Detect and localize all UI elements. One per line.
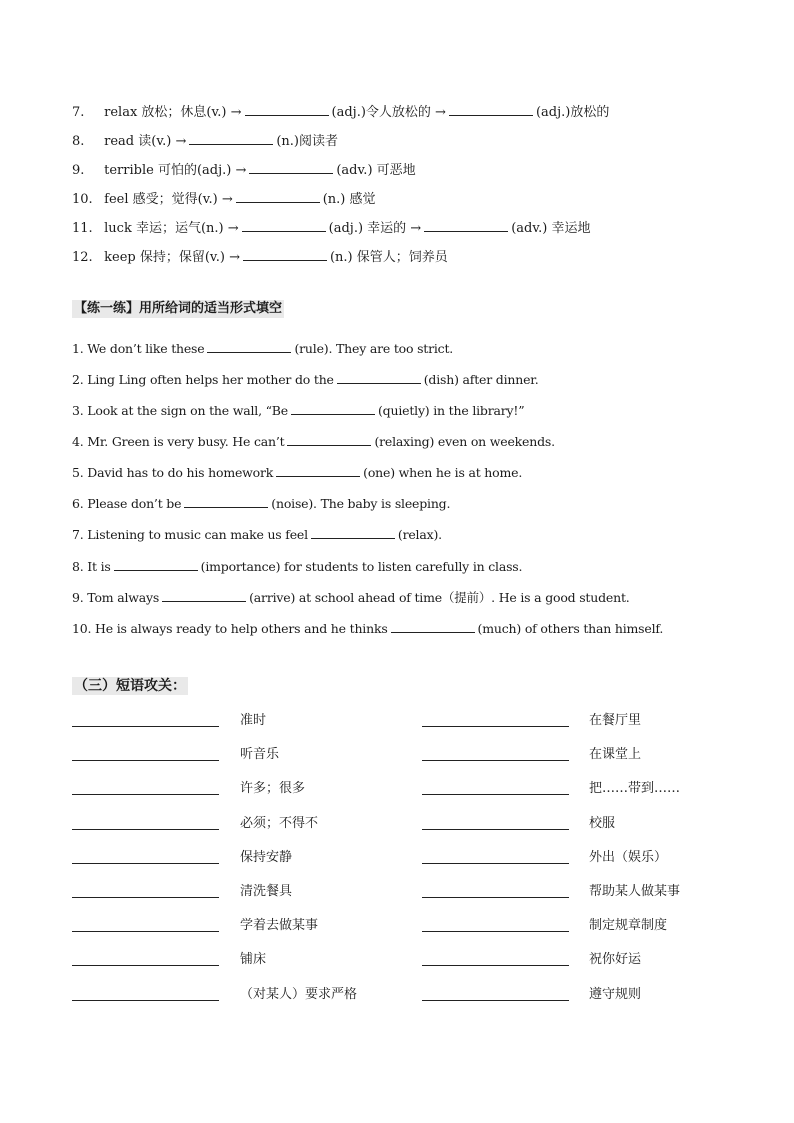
word-form-row [72, 190, 376, 208]
phrase-answer-blank[interactable] [422, 726, 569, 727]
answer-blank[interactable] [249, 161, 333, 174]
practice-text: (one) when he is at home. [363, 465, 523, 480]
answer-blank[interactable] [311, 526, 395, 539]
practice-item [72, 620, 663, 637]
answer-blank[interactable] [337, 371, 421, 384]
answer-blank[interactable] [391, 620, 475, 633]
item-number: 11. [72, 221, 93, 236]
phrase-meaning: 制定规章制度 [589, 918, 668, 934]
word-form-row [72, 103, 609, 121]
practice-text: (arrive) at school ahead of time（提前）. He is a good student. [249, 590, 630, 605]
word-form-text: read 读(v.) → [104, 134, 187, 149]
word-form-row [72, 132, 338, 150]
practice-text: (dish) after dinner. [423, 372, 539, 387]
word-form-text: (n.) 感觉 [322, 192, 376, 207]
practice-text: (rule). They are too strict. [294, 341, 454, 356]
practice-item [72, 589, 630, 606]
answer-blank[interactable] [243, 248, 327, 261]
item-number: 9. [72, 163, 85, 178]
answer-blank[interactable] [245, 103, 329, 116]
phrase-meaning: 祝你好运 [589, 952, 642, 968]
word-form-text: keep 保持；保留(v.) → [104, 250, 240, 265]
phrase-meaning: 必须；不得不 [240, 815, 319, 831]
word-form-text: feel 感受；觉得(v.) → [104, 192, 233, 207]
practice-text: (quietly) in the library!” [378, 403, 525, 418]
phrase-answer-blank[interactable] [72, 931, 219, 932]
practice-item [72, 495, 450, 512]
phrase-answer-blank[interactable] [422, 794, 569, 795]
phrase-answer-blank[interactable] [422, 760, 569, 761]
practice-item [72, 558, 522, 575]
item-number: 12. [72, 250, 93, 265]
practice-text: 2. Ling Ling often helps her mother do the [72, 372, 334, 387]
phrase-meaning: 在餐厅里 [589, 713, 642, 728]
word-form-text: luck 幸运；运气(n.) → [104, 221, 239, 236]
word-form-row [72, 161, 416, 179]
phrase-answer-blank[interactable] [422, 897, 569, 898]
phrase-answer-blank[interactable] [422, 829, 569, 830]
answer-blank[interactable] [242, 219, 326, 232]
practice-item [72, 526, 442, 543]
answer-blank[interactable] [207, 340, 291, 353]
phrase-answer-blank[interactable] [422, 863, 569, 864]
word-form-text: (adv.) 幸运地 [511, 221, 591, 236]
phrase-meaning: 许多；很多 [240, 781, 306, 797]
practice-text: (importance) for students to listen carefully in class. [200, 559, 523, 574]
phrase-answer-blank[interactable] [72, 897, 219, 898]
practice-item [72, 433, 555, 450]
practice-item [72, 371, 538, 388]
phrase-meaning: 外出（娱乐） [589, 849, 668, 865]
word-form-text: (n.)阅读者 [276, 134, 339, 149]
practice-text: 1. We don’t like these [72, 341, 205, 356]
phrase-meaning: 遵守规则 [589, 986, 642, 1002]
practice-text: 8. It is [72, 559, 111, 574]
answer-blank[interactable] [424, 219, 508, 232]
phrase-meaning: 在课堂上 [589, 747, 642, 763]
phrase-meaning: 把……带到…… [589, 781, 681, 797]
phrase-answer-blank[interactable] [422, 965, 569, 966]
phrase-meaning: 帮助某人做某事 [589, 884, 681, 899]
phrase-answer-blank[interactable] [72, 1000, 219, 1001]
answer-blank[interactable] [184, 495, 268, 508]
practice-section-title: 【练一练】用所给词的适当形式填空 [74, 301, 283, 316]
practice-text: (much) of others than himself. [477, 621, 664, 636]
word-form-text: (n.) 保管人；饲养员 [329, 250, 448, 265]
item-number: 8. [72, 134, 85, 149]
word-form-text: relax 放松；休息(v.) → [104, 105, 242, 120]
practice-item [72, 340, 453, 357]
phrase-meaning: 校服 [589, 815, 616, 831]
answer-blank[interactable] [162, 589, 246, 602]
answer-blank[interactable] [114, 558, 198, 571]
answer-blank[interactable] [287, 433, 371, 446]
phrase-meaning: 学着去做某事 [240, 918, 319, 934]
item-number: 7. [72, 105, 85, 120]
practice-text: 5. David has to do his homework [72, 465, 274, 480]
practice-text: 9. Tom always [72, 590, 160, 605]
phrases-section-title: （三）短语攻关： [74, 678, 186, 694]
phrase-meaning: 准时 [240, 713, 267, 728]
practice-text: 4. Mr. Green is very busy. He can’t [72, 434, 285, 449]
phrase-meaning: 清洗餐具 [240, 884, 293, 899]
phrase-answer-blank[interactable] [72, 760, 219, 761]
practice-text: (noise). The baby is sleeping. [271, 496, 451, 511]
practice-item [72, 402, 524, 419]
word-form-text: (adv.) 可恶地 [336, 163, 416, 178]
answer-blank[interactable] [449, 103, 533, 116]
answer-blank[interactable] [276, 464, 360, 477]
practice-text: 7. Listening to music can make us feel [72, 527, 308, 542]
practice-item [72, 464, 522, 481]
practice-text: 6. Please don’t be [72, 496, 182, 511]
item-number: 10. [72, 192, 93, 207]
practice-text: (relaxing) even on weekends. [374, 434, 555, 449]
phrase-meaning: 听音乐 [240, 747, 280, 763]
practice-text: 3. Look at the sign on the wall, “Be [72, 403, 288, 418]
phrase-meaning: （对某人）要求严格 [240, 986, 358, 1002]
phrase-answer-blank[interactable] [72, 965, 219, 966]
phrase-answer-blank[interactable] [72, 794, 219, 795]
word-form-text: (adj.)放松的 [535, 105, 610, 120]
answer-blank[interactable] [189, 132, 273, 145]
phrase-answer-blank[interactable] [422, 931, 569, 932]
word-form-text: terrible 可怕的(adj.) → [104, 163, 247, 178]
phrase-meaning: 保持安静 [240, 849, 293, 865]
practice-text: (relax). [397, 527, 442, 542]
word-form-row [72, 219, 590, 237]
answer-blank[interactable] [236, 190, 320, 203]
practice-text: 10. He is always ready to help others and he thinks [72, 621, 388, 636]
word-form-row [72, 248, 448, 266]
phrase-meaning: 铺床 [240, 952, 267, 968]
word-form-text: (adj.) 幸运的 → [328, 221, 422, 236]
phrase-answer-blank[interactable] [422, 1000, 569, 1001]
word-form-text: (adj.)令人放松的 → [331, 105, 446, 120]
phrase-answer-blank[interactable] [72, 829, 219, 830]
phrase-answer-blank[interactable] [72, 726, 219, 727]
phrase-answer-blank[interactable] [72, 863, 219, 864]
answer-blank[interactable] [291, 402, 375, 415]
